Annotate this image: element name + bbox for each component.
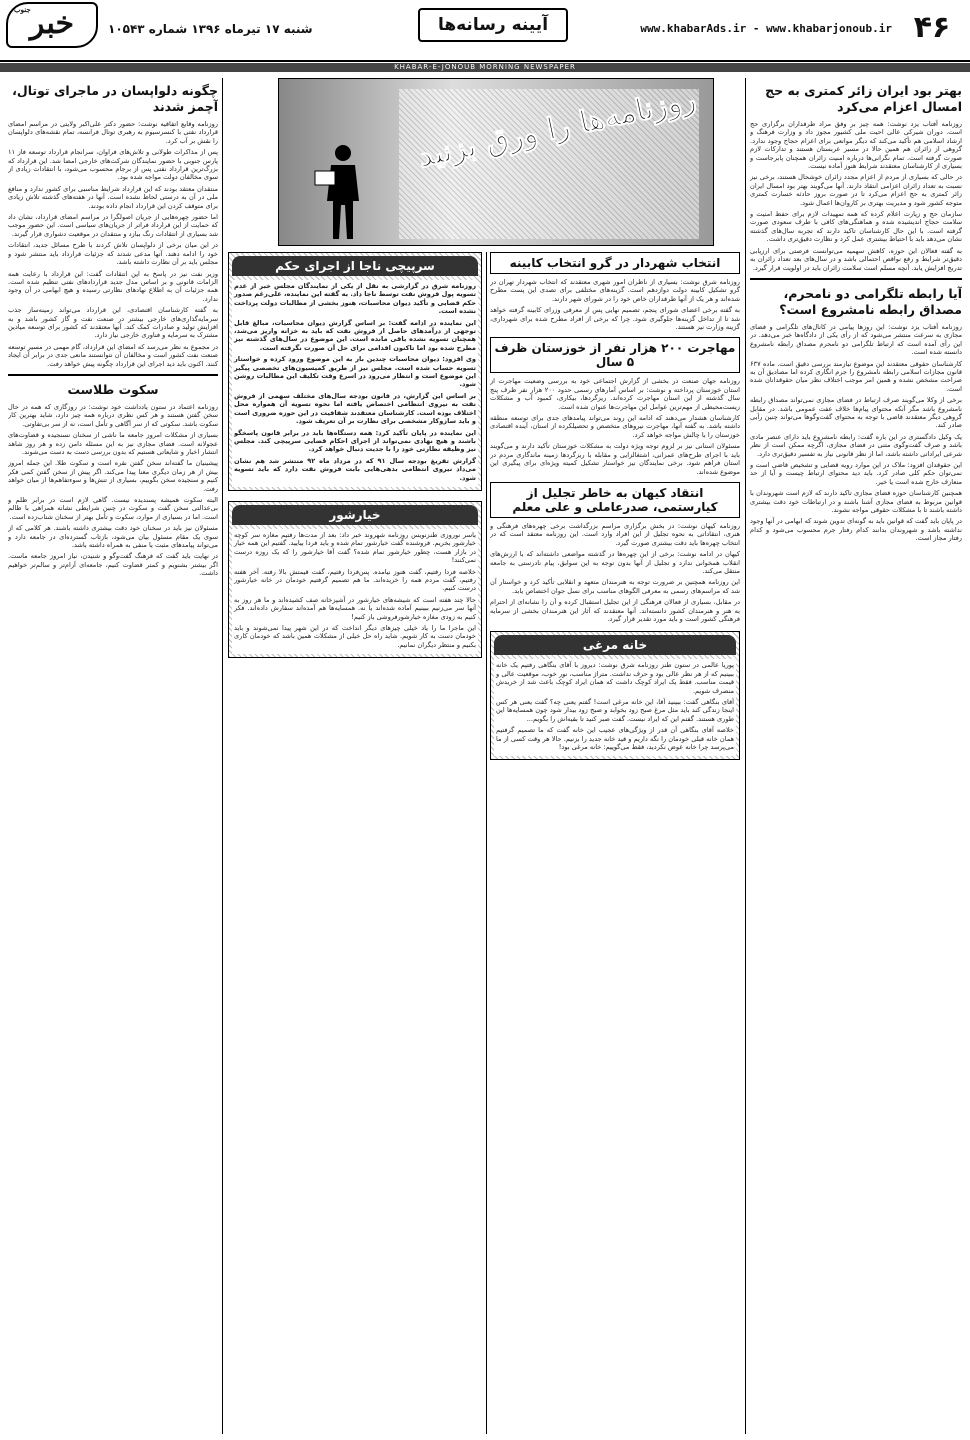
article-body <box>8 120 218 368</box>
article-title: انتخاب شهردار در گرو انتخاب کابینه <box>490 252 740 274</box>
left-column <box>8 80 218 1432</box>
article-body <box>8 403 218 578</box>
paragraph: روزنامه شرق در گزارشی به نقل از یکی از نمایندگان مجلس خبر از عدم تسویه پول فروش نفت توسط ناجا داد. به گفته این نماینده، علی‌رغم صدور حکم قضایی و تأکید دیوان محاسبات، هنوز بخشی از مطالبات دولت پرداخت نشده است. <box>234 282 476 316</box>
paragraph: روزنامه آفتاب یزد نوشت: این روزها پیامی در کانال‌های تلگرامی و فضای مجازی به سرعت منتشر می‌شود که از رأی یکی از دادگاه‌ها خبر می‌دهد. در این رأی آمده است که ارتباط تلگرامی دو نامحرم مصداق رابطه نامشروع دانسته شده است. <box>750 322 962 357</box>
paragraph: سازمان حج و زیارت اعلام کرده که همه تمهیدات لازم برای حفظ امنیت و سلامت حجاج اندیشیده شده و هماهنگی‌های کافی با طرف سعودی صورت گرفته است. با این حال کارشناسان تاکید دارند که تجربه سال‌های گذشته نشان می‌دهد باید با احتیاط بیشتری عمل کرد و نظارت دقیق‌تری داشت. <box>750 210 962 244</box>
paragraph: خلاصه آقای بنگاهی آن قدر از ویژگی‌های عجیب این خانه گفت که ما تصمیم گرفتیم همان خانه قبلی خودمان را نگه داریم و قید خانه جدید را بزنیم. حالا هر وقت کسی از ما می‌پرسد چرا خانه عوض نکردید، فقط می‌گوییم: خانه مرغی بود! <box>496 726 734 752</box>
paragraph: این نماینده در ادامه گفت: بر اساس گزارش دیوان محاسبات، مبالغ قابل توجهی از درآمدهای حاصل از فروش نفت که باید به خزانه واریز می‌شد، همچنان تسویه نشده باقی مانده است. این موضوع در سال‌های گذشته نیز مطرح شده بود اما تاکنون اقدامی برای حل آن صورت نگرفته است. <box>234 318 476 352</box>
paragraph: کارشناسان هشدار می‌دهند که ادامه این روند می‌تواند پیامدهای جدی برای توسعه منطقه داشته باشد. به گفته آنها، مهاجرت نیروهای متخصص و تحصیلکرده از استان، آینده اقتصادی خوزستان را با چالش مواجه خواهد کرد. <box>490 414 740 439</box>
article-title: انتقاد کیهان به خاطر تجلیل از کیارستمی، صدرعاملی و علی معلم <box>490 482 740 518</box>
paragraph: به گفته برخی اعضای شورای پنجم، تصمیم نهایی پس از معرفی وزرای کابینه گرفته خواهد شد تا از تداخل گزینه‌ها جلوگیری شود. چرا که برخی از افراد مطرح شده برای شهرداری، گزینه وزارت نیز هستند. <box>490 306 740 332</box>
paragraph: خلاصه فردا رفتیم، گفت هنوز نیامده. پس‌فردا رفتیم، گفت قیمتش بالا رفته. آخر هفته رفتیم، گفت مردم همه را خریده‌اند. ما هم تصمیم گرفتیم خودمان در خانه خیارشور درست کنیم. <box>234 567 476 593</box>
date-issue: شنبه ۱۷ تیرماه ۱۳۹۶ شماره ۱۰۵۴۳ <box>108 22 313 36</box>
paragraph: روزنامه اعتماد در ستون یادداشت خود نوشت: در روزگاری که همه در حال سخن گفتن هستند و هر کس نظری درباره همه چیز دارد، شاید بهترین کار سکوت باشد. سکوتی که از سر آگاهی و تأمل است، نه از سر بی‌تفاوتی. <box>8 402 218 428</box>
article-title: خیارشور <box>232 505 478 525</box>
column-rule <box>486 252 487 1434</box>
paragraph: روزنامه کیهان نوشت: در بخش برگزاری مراسم بزرگداشت برخی چهره‌های فرهنگی و هنری، انتقاداتی به نحوه تجلیل از این افراد وارد است. این روزنامه معتقد است که در انتخاب چهره‌ها باید دقت بیشتری صورت گیرد. <box>490 521 740 547</box>
english-strip: KHABAR-E-JONOUB MORNING NEWSPAPER <box>0 63 970 72</box>
newspaper-logo <box>6 2 98 48</box>
paragraph: آقای بنگاهی گفت: ببینید آقا، این خانه مرغی است! گفتم یعنی چه؟ گفت یعنی هر کس اینجا زندگی کند باید مثل مرغ صبح زود بخوابد و صبح زود بیدار شود چون همسایه‌ها این طوری هستند. گفتم این که ایراد نیست. گفت صبر کنید تا بقیه‌اش را بگویم... <box>496 698 734 723</box>
article-body <box>490 278 740 331</box>
column-rule <box>745 78 746 1434</box>
article-title: خانه مرغی <box>494 635 736 655</box>
humor-box <box>228 501 482 658</box>
article-title: سرپیچی ناجا از اجرای حکم <box>232 256 478 276</box>
newspapers-photo <box>278 78 714 246</box>
paragraph: روزنامه وقایع اتفاقیه نوشت: حضور دکتر علی‌اکبر ولایتی در مراسم امضای قرارداد نفتی با کنسرسیوم به رهبری توتال فرانسه، تمام نقشه‌های دلواپسان را نقش بر آب کرد. <box>8 120 218 145</box>
paragraph: در پایان باید گفت که قوانین باید به گونه‌ای تدوین شوند که ابهامی در آنها وجود نداشته باشد و شهروندان بدانند کدام رفتار جرم محسوب می‌شود و کدام رفتار مجاز است. <box>750 517 962 543</box>
paragraph: اما حضور چهره‌هایی از جریان اصولگرا در مراسم امضای قرارداد، نشان داد که حمایت از این قرارداد فراتر از جریان‌های سیاسی است. این حضور موجب شد بسیاری از انتقادات رنگ ببازد و منتقدان در موقعیت دشواری قرار گیرند. <box>8 213 218 238</box>
website-links[interactable]: www.khabarAds.ir - www.khabarjonoub.ir <box>640 22 892 35</box>
article-box <box>228 252 482 491</box>
logo-text: خبر <box>29 6 75 41</box>
right-column <box>750 80 962 1432</box>
paragraph: پوریا عالمی در ستون طنز روزنامه شرق نوشت: دیروز با آقای بنگاهی رفتیم یک خانه ببینیم که از هر نظر عالی بود و حرف نداشت. متراژ مناسب، نور خوب، موقعیت عالی و قیمت مناسب. فقط یک ایراد کوچک داشت که همان ایراد کوچک باعث شد از خریدش منصرف شویم. <box>496 661 734 695</box>
paragraph: منتقدان معتقد بودند که این قرارداد شرایط مناسبی برای کشور ندارد و منافع ملی در آن به درستی لحاظ نشده است. آنها در هفته‌های گذشته تلاش زیادی برای متوقف کردن این قرارداد انجام داده بودند. <box>8 184 218 210</box>
paragraph: کارشناسان حقوقی معتقدند این موضوع نیازمند بررسی دقیق است. ماده ۶۳۷ قانون مجازات اسلامی رابطه نامشروع را جرم انگاری کرده اما مصادیق آن به صراحت مشخص نشده و همین امر موجب اختلاف نظر میان حقوقدانان شده است. <box>750 359 962 393</box>
paragraph: کیهان در ادامه نوشت: برخی از این چهره‌ها در گذشته مواضعی داشته‌اند که با ارزش‌های انقلاب همخوانی ندارد و تجلیل از آنها بدون توجه به این سوابق، پیام نادرستی به جامعه منتقل می‌کند. <box>490 550 740 575</box>
paragraph: به گفته کارشناسان اقتصادی، این قرارداد می‌تواند زمینه‌ساز جذب سرمایه‌گذاری‌های خارجی بیشتر در صنعت نفت و گاز کشور باشد و به افزایش تولید و صادرات کمک کند. آنها معتقدند که کشور برای توسعه میادین مشترک به سرمایه و فناوری خارجی نیاز دارد. <box>8 306 218 340</box>
photo-title: روزنامه‌ها را ورق بزنید <box>415 82 700 175</box>
article-body <box>494 659 736 756</box>
paragraph: مسئولان استانی نیز بر لزوم توجه ویژه دولت به مشکلات خوزستان تأکید دارند و می‌گویند باید با اجرای طرح‌های عمرانی، اشتغالزایی و مقابله با ریزگردها زمینه ماندگاری مردم در استان فراهم شود. برخی نمایندگان نیز خواستار تشکیل کمیته ویژه‌ای برای پیگیری این موضوع شده‌اند. <box>490 442 740 476</box>
article-title: مهاجرت ۲۰۰ هزار نفر از خوزستان ظرف ۵ سال <box>490 337 740 373</box>
logo-subtitle: جنوب <box>14 5 31 14</box>
paragraph: در این میان برخی از دلواپسان تلاش کردند با طرح مسائل جدید، انتقادات خود را ادامه دهند. آنها مدعی شدند که جزئیات قرارداد باید منتشر شود و مجلس باید بر آن نظارت داشته باشد. <box>8 241 218 267</box>
paragraph: روزنامه آفتاب یزد نوشت: همه چیز بر وفق مراد طرفداران برگزاری حج است. دوران شیرکی عالی احیت ملی کشیور مجوز داد و وزارت فرهنگ و ارشاد اسلامی هم تأکید می‌کند که دیگر موانعی برای اعزام حجاج وجود ندارد. گروهی از زائران هم همین حالا در مسیر عربستان هستند و تدارکات لازم صورت گرفته است. تمام نگرانی‌ها درباره امنیت زائران همچنان پابرجاست و بسیاری از کارشناسان معتقدند شرایط هنوز آماده نیست. <box>750 120 962 171</box>
article-body <box>750 120 962 272</box>
mid-left-column <box>228 252 482 1432</box>
paragraph: البته سکوت همیشه پسندیده نیست. گاهی لازم است در برابر ظلم و بی‌عدالتی سخن گفت و سکوت در چنین شرایطی نشانه همراهی با ظالم است. اما در بسیاری از موارد، سکوت و تأمل بهتر از سخنان شتاب‌زده است. <box>8 496 218 521</box>
paragraph: در نهایت باید گفت که فرهنگ گفت‌وگو و شنیدن، نیاز امروز جامعه ماست. اگر بیشتر بشنویم و کمتر قضاوت کنیم، جامعه‌ای آرام‌تر و سالم‌تر خواهیم داشت. <box>8 552 218 578</box>
article-title: چگونه دلواپسان در ماجرای توتال، آچمز شدند <box>12 83 218 114</box>
paragraph: حالا چند هفته است که شیشه‌های خیارشور در آشپزخانه صف کشیده‌اند و ما هر روز به آنها سر می‌زنیم ببینیم آماده شده‌اند یا نه. همسایه‌ها هم آمده‌اند سفارش داده‌اند. فکر کنیم به زودی مغازه خیارشورفروشی باز کنیم! <box>234 595 476 621</box>
paragraph: بسیاری از مشکلات امروز جامعه ما ناشی از سخنان نسنجیده و قضاوت‌های عجولانه است. فضای مجازی نیز به این مسئله دامن زده و هر روز شاهد انتشار اخبار و شایعاتی هستیم که بدون بررسی دست به دست می‌شوند. <box>8 431 218 456</box>
article-body <box>232 529 478 654</box>
paragraph: به گفته فعالان این حوزه، کاهش سهمیه می‌توانست فرصتی برای ارزیابی دقیق‌تر شرایط و رفع نواقص احتمالی باشد و در سال‌های بعد تعداد زائران به تدریج افزایش یابد. آنچه مسلم است سلامت زائران باید در اولویت قرار گیرد. <box>750 246 962 272</box>
article-title: بهتر بود ایران زائر کمتری به حج امسال اعزام می‌کرد <box>765 83 962 114</box>
paragraph: همچنین کارشناسان حوزه فضای مجازی تاکید دارند که لازم است شهروندان با قوانین مربوط به فضای مجازی آشنا باشند و در ارتباطات خود دقت بیشتری داشته باشند تا با مشکلات حقوقی مواجه نشوند. <box>750 489 962 515</box>
paragraph: در حالی که بسیاری از مردم از اعزام مجدد زائران خوشحال هستند، برخی نیز نسبت به تعداد زائران اعزامی انتقاد دارند. آنها می‌گویند بهتر بود امسال ایران زائر کمتری به حج اعزام می‌کرد تا در صورت بروز حادثه خسارت کمتری متوجه کشور شود و مدیریت بهتری بر کاروان‌ها اعمال شود. <box>750 173 962 207</box>
paragraph: این حقوقدان افزود: ملاک در این موارد رویه قضایی و تشخیص قاضی است و نمی‌توان حکم کلی صادر کرد. باید دید محتوای ارتباط چیست و آیا از حد متعارف خارج شده است یا خیر. <box>750 461 962 486</box>
paragraph: یک وکیل دادگستری در این باره گفت: رابطه نامشروع باید دارای عنصر مادی باشد و صرف گفت‌وگوی متنی در فضای مجازی، اگرچه ممکن است از نظر شرعی ایراداتی داشته باشد، اما از نظر قانونی نیاز به تفسیر دقیق‌تری دارد. <box>750 432 962 458</box>
paragraph: وزیر نفت نیز در پاسخ به این انتقادات گفت: این قرارداد با رعایت همه الزامات قانونی و بر اساس مدل جدید قراردادهای نفتی تنظیم شده است. همه جزئیات آن به اطلاع نهادهای نظارتی رسیده و هیچ ابهامی در آن وجود ندارد. <box>8 269 218 303</box>
page-number: ۴۶ <box>913 10 951 45</box>
paragraph: برخی از وکلا می‌گویند صرف ارتباط در فضای مجازی نمی‌تواند مصداق رابطه نامشروع باشد مگر آنکه محتوای پیام‌ها خلاف عفت عمومی باشد. در مقابل گروهی دیگر معتقدند قاضی با توجه به محتوای گفت‌وگوها می‌تواند چنین رأیی صادر کند. <box>750 396 962 430</box>
paragraph: این ماجرا ما را یاد خیلی چیزهای دیگر انداخت که در این شهر پیدا نمی‌شوند و باید خودمان دست به کار شویم. شاید راه حل خیلی از مشکلات همین باشد که خودمان کاری بکنیم و منتظر دیگران نمانیم. <box>234 624 476 649</box>
article-body <box>750 323 962 543</box>
paragraph: این روزنامه همچنین بر ضرورت توجه به هنرمندان متعهد و انقلابی تأکید کرد و خواستار آن شد که مراسم‌های رسمی به معرفی الگوهای مناسب برای نسل جوان اختصاص یابد. <box>490 578 740 595</box>
article-title: آیا رابطه تلگرامی دو نامحرم، مصداق رابطه نامشروع است؟ <box>779 285 962 317</box>
column-rule <box>222 78 223 1434</box>
paragraph: یاسر نوروزی طنزنویس روزنامه شهروند خبر داد: بعد از مدت‌ها رفتیم مغازه سر کوچه خیارشور بخریم. فروشنده گفت خیارشور تمام شده و باید فردا بیایید. گفتیم این همه خیار در بازار هست، چطور خیارشور تمام شده؟ گفت آقا خیارشور را که یک روزه درست نمی‌کنند! <box>234 530 476 565</box>
divider <box>750 278 962 280</box>
paragraph: پیشینیان ما گفته‌اند سخن گفتن نقره است و سکوت طلا. این جمله امروز بیش از هر زمان دیگری معنا پیدا می‌کند. اگر پیش از سخن گفتن کمی فکر کنیم و سنجیده سخن بگوییم، بسیاری از تنش‌ها و سوءتفاهم‌ها از میان خواهد رفت. <box>8 459 218 493</box>
paragraph: در مقابل، بسیاری از فعالان فرهنگی از این تجلیل استقبال کرده و آن را نشانه‌ای از احترام به هنر و هنرمندان کشور دانسته‌اند. آنها معتقدند که آثار این هنرمندان بخشی از سرمایه فرهنگی کشور است و باید مورد تقدیر قرار گیرد. <box>490 598 740 623</box>
paragraph: پس از مذاکرات طولانی و تلاش‌های فراوان، سرانجام قرارداد توسعه فاز ۱۱ پارس جنوبی با حضور نمایندگان شرکت‌های خارجی امضا شد. این قرارداد که بزرگ‌ترین قرارداد نفتی پس از برجام محسوب می‌شود، با انتقادات زیادی از سوی مخالفان دولت مواجه شده بود. <box>8 148 218 182</box>
humor-box <box>490 631 740 760</box>
section-title: آیینه رسانه‌ها <box>418 8 568 42</box>
paragraph: روزنامه جهان صنعت در بخشی از گزارش اجتماعی خود به بررسی وضعیت مهاجرت از استان خوزستان پرداخته و نوشت: بر اساس آمارهای رسمی حدود ۲۰۰ هزار نفر ظرف پنج سال گذشته از این استان مهاجرت کرده‌اند. ریزگردها، بیکاری، کمبود آب و مشکلات زیست‌محیطی از مهم‌ترین عوامل این مهاجرت‌ها عنوان شده است. <box>490 377 740 411</box>
center-right-column <box>490 252 740 1432</box>
reader-silhouette-icon <box>313 141 373 241</box>
article-body <box>490 522 740 623</box>
paragraph: در مجموع به نظر می‌رسد که امضای این قرارداد، گام مهمی در مسیر توسعه صنعت نفت کشور است و مخالفان آن نتوانستند مانعی جدی در برابر آن ایجاد کنند. اکنون باید دید اجرای این قرارداد چگونه پیش خواهد رفت. <box>8 342 218 368</box>
paragraph: گزارش تفریغ بودجه سال ۹۱ که در مرداد ماه ۹۲ منتشر شد هم نشان می‌داد نیروی انتظامی بدهی‌هایی بابت فروش نفت دارد که باید تسویه شود. <box>234 456 476 482</box>
masthead <box>0 0 970 62</box>
divider <box>8 374 218 376</box>
paragraph: وی افزود: دیوان محاسبات چندین بار به این موضوع ورود کرده و خواستار تسویه حساب شده است. مجلس نیز از طریق کمیسیون‌های تخصصی پیگیر این موضوع است و انتظار می‌رود در اسرع وقت تکلیف این مطالبات روشن شود. <box>234 355 476 389</box>
article-body <box>490 377 740 475</box>
article-body <box>232 280 478 487</box>
paragraph: این نماینده در پایان تأکید کرد: همه دستگاه‌ها باید در برابر قانون پاسخگو باشند و هیچ نهادی نمی‌تواند از اجرای احکام قضایی سرپیچی کند. مجلس نیز وظیفه نظارتی خود را با جدیت دنبال خواهد کرد. <box>234 428 476 454</box>
paragraph: مسئولان نیز باید در سخنان خود دقت بیشتری داشته باشند. هر کلامی که از سوی یک مقام مسئول بیان می‌شود، بازتاب گسترده‌ای در جامعه دارد و می‌تواند پیامدهای مثبت یا منفی به همراه داشته باشد. <box>8 524 218 550</box>
article-title: سکوت طلاست <box>67 381 159 397</box>
paragraph: روزنامه شرق نوشت: بسیاری از ناظران امور شهری معتقدند که انتخاب شهردار تهران در گرو تشکیل کابینه دولت دوازدهم است. گزینه‌های مختلفی برای تصدی این پست مطرح شده‌اند و هر یک از آنها طرفداران خاص خود را در شورای شهر دارند. <box>490 278 740 303</box>
paragraph: بر اساس این گزارش، در قانون بودجه سال‌های مختلف سهمی از فروش نفت به نیروی انتظامی اختصاص یافته اما نحوه تسویه آن همواره محل اختلاف بوده است. کارشناسان معتقدند شفافیت در این حوزه ضروری است و باید سازوکار مشخصی برای نظارت بر آن تعریف شود. <box>234 391 476 426</box>
